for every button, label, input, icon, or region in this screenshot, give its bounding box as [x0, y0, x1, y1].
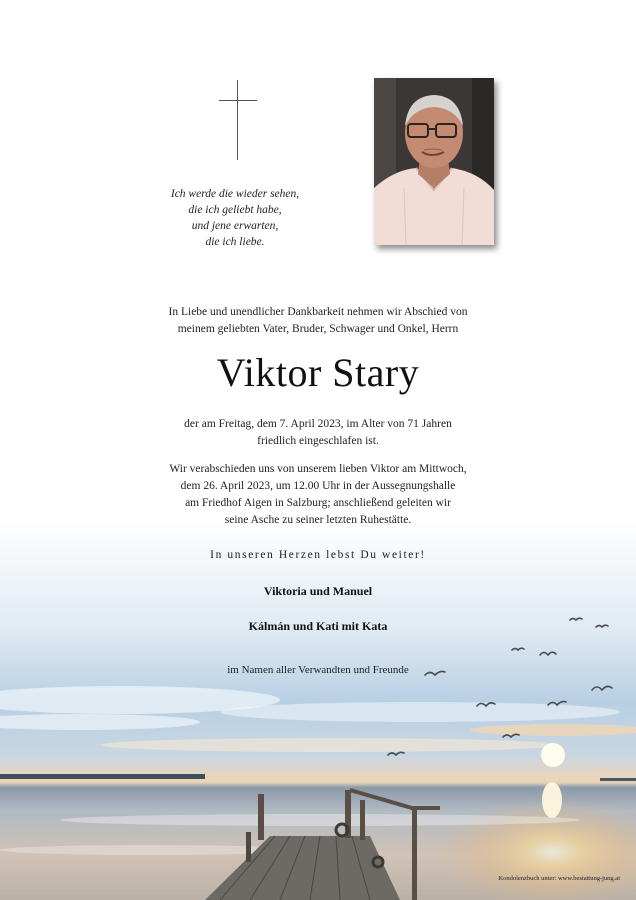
poem-line: und jene erwarten, [191, 220, 279, 232]
poem-line: die ich geliebt habe, [188, 204, 282, 216]
poem-quote [150, 186, 320, 250]
cross-icon [219, 80, 257, 160]
poem-line: Ich werde die wieder sehen, [170, 188, 300, 200]
funeral-line: am Friedhof Aigen in Salzburg; anschließend geleiten wir [185, 497, 451, 509]
mourner-name: Viktoria und Manuel [263, 584, 373, 598]
memorial-motto: In unseren Herzen lebst Du weiter! [210, 549, 426, 561]
mourner-name: Kálmán und Kati mit Kata [248, 619, 388, 633]
passing-line: friedlich eingeschlafen ist. [257, 435, 379, 447]
relatives-line: im Namen aller Verwandten und Freunde [227, 664, 409, 676]
funeral-line: dem 26. April 2023, um 12.00 Uhr in der Aussegnungshalle [180, 480, 456, 492]
passing-line: der am Freitag, dem 7. April 2023, im Alter von 71 Jahren [184, 418, 452, 430]
portrait-photo [374, 78, 494, 245]
intro-text [100, 304, 536, 338]
funeral-details [100, 461, 536, 529]
intro-line: In Liebe und unendlicher Dankbarkeit nehmen wir Abschied von [168, 306, 468, 318]
passing-text [100, 416, 536, 450]
intro-line: meinem geliebten Vater, Bruder, Schwager und Onkel, Herrn [177, 323, 459, 335]
funeral-line: Wir verabschieden uns von unserem lieben Viktor am Mittwoch, [169, 463, 467, 475]
condolence-book-link[interactable]: Kondolenzbuch unter: www.bestattung-jung.at [498, 875, 620, 882]
deceased-name: Viktor Stary [216, 350, 420, 395]
funeral-line: seine Asche zu seiner letzten Ruhestätte. [224, 514, 412, 526]
poem-line: die ich liebe. [205, 236, 265, 248]
